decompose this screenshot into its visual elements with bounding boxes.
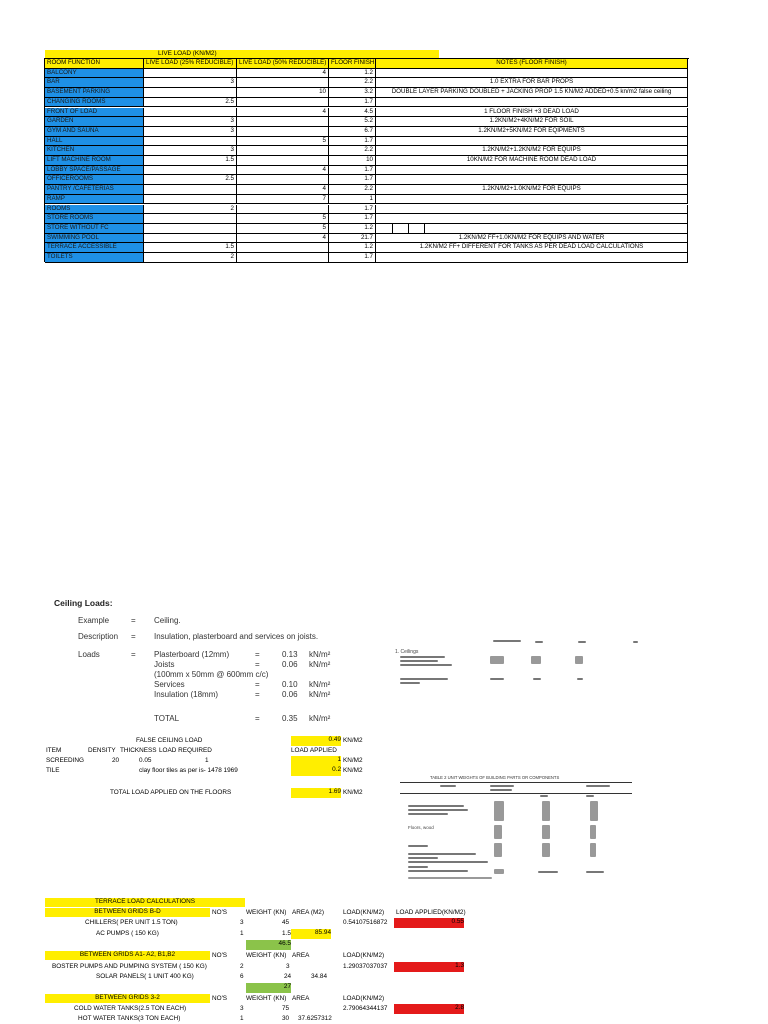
scan-snippet-ceilings [395,638,675,690]
insulation-unit: kN/m² [309,690,331,699]
table-cell: 3 [144,117,237,127]
table-cell [144,224,237,234]
grid-a1a2-area-value: 34.84 [311,973,327,980]
room-function-cell: RAMP [45,195,144,205]
total-label: TOTAL [154,714,180,723]
grid-bd-label: BETWEEN GRIDS B-D [45,908,210,917]
grid-32-weight-header: WEIGHT (KN) [246,995,287,1002]
terrace-title: TERRACE LOAD CALCULATIONS [45,898,245,907]
room-function-cell: STORE WITHOUT FC [45,224,144,234]
solar-panels-label: SOLAR PANELS( 1 UNIT 400 KG) [96,973,194,980]
total-floor-unit: KN/M2 [343,789,363,796]
joists-value: 0.06 [282,660,298,669]
table-cell [376,98,688,108]
table-cell: 1.7 [329,166,376,176]
table-cell: 2.5 [144,175,237,185]
table-cell: 1.0 EXTRA FOR BAR PROPS [376,78,688,88]
joists-unit: kN/m² [309,660,331,669]
room-function-cell: BASEMENT PARKING [45,88,144,98]
grid-32-label: BETWEEN GRIDS 3-2 [45,994,210,1003]
table-cell: 1.2KN/M2+5KN/M2 FOR EQIPMENTS [376,127,688,137]
ceiling-loads-scan [54,598,354,728]
grid-a1a2-load-header: LOAD(KN/M2) [343,952,385,959]
scan-snippet-unit-weights [400,775,690,885]
booster-pumps-load: 1.29037037037 [343,963,388,970]
grid-bd-sum: 46.5 [246,940,291,950]
tile-note: clay floor tiles as per is- 1478 1969 [139,767,238,774]
table-cell [144,69,237,79]
description-label: Description [78,632,119,641]
services-label: Services [154,680,185,689]
table-cell: 1.2KN/M2 FF+ DIFFERENT FOR TANKS AS PER DEAD LOAD CALCULATIONS [376,243,688,253]
example-label: Example [78,616,110,625]
grid-32-area-header: AREA [292,995,310,1002]
false-ceiling-label: FALSE CEILING LOAD [136,737,203,744]
description-value: Insulation, plasterboard and services on joists. [154,632,319,641]
table-cell: 4 [237,234,329,244]
loads-eq: = [131,650,136,659]
table-cell: 4 [237,108,329,118]
thickness-header: THICKNESS [120,747,157,754]
room-function-cell: TERRACE ACCESSIBLE [45,243,144,253]
table-cell: 5 [237,137,329,147]
total-value: 0.35 [282,714,298,723]
table-cell [237,175,329,185]
column-header: FLOOR FINISH [329,59,376,69]
table-cell: 10 [237,88,329,98]
loads-label: Loads [78,650,100,659]
table-cell [237,205,329,215]
plasterboard-value: 0.13 [282,650,298,659]
screeding-density: 20 [112,757,120,764]
room-function-cell: CHANGING ROOMS [45,98,144,108]
room-function-cell: OFFICEROOMS [45,175,144,185]
booster-pumps-applied: 1.3 [394,962,464,972]
chillers-load: 0.54107516872 [343,919,388,926]
joists-spec: (100mm x 50mm @ 600mm c/c) [154,670,269,679]
services-eq: = [255,680,260,689]
room-function-cell: TOILETS [45,253,144,263]
table-cell: 2.2 [329,185,376,195]
note-grid-divider [408,224,425,234]
table-cell [237,146,329,156]
table-cell [376,253,688,263]
table-cell: 4.5 [329,108,376,118]
load-applied-header: LOAD APPLIED [291,747,337,754]
booster-pumps-label: BOSTER PUMPS AND PUMPING SYSTEM ( 150 KG) [52,963,207,970]
table-cell: 1.2KN/M2+4KN/M2 FOR SOIL [376,117,688,127]
table-cell: 4 [237,185,329,195]
booster-pumps-nos: 2 [240,963,244,970]
hot-water-label: HOT WATER TANKS(3 TON EACH) [78,1015,181,1022]
screeding-thickness: 0.05 [139,757,152,764]
table-cell [237,98,329,108]
chillers-nos: 3 [240,919,244,926]
room-function-cell: GYM AND SAUNA [45,127,144,137]
table-cell: 1.2 [329,243,376,253]
load-required-header: LOAD REQUIRED [159,747,212,754]
total-floor-value: 1.69 [291,788,341,798]
booster-pumps-weight: 3 [286,963,290,970]
room-function-cell: STORE ROOMS [45,214,144,224]
false-ceiling-value: 0.49 [291,736,341,746]
room-function-cell: GARDEN [45,117,144,127]
table-cell [376,214,688,224]
ceiling-title: Ceiling Loads: [54,598,113,608]
room-function-cell: SWIMMING POOL [45,234,144,244]
table-cell: 1.7 [329,253,376,263]
table-cell: 1.2KN/M2+1.2KN/M2 FOR EQUIPS [376,146,688,156]
hot-water-weight: 30 [282,1015,290,1022]
false-ceiling-unit: KN/M2 [343,737,363,744]
hot-water-nos: 1 [240,1015,244,1022]
density-header: DENSITY [88,747,116,754]
table-cell [237,243,329,253]
tile-unit: KN/M2 [343,767,363,774]
table-cell: 1.7 [329,214,376,224]
column-header: LIVE LOAD (25% REDUCIBLE) [144,59,237,69]
services-unit: kN/m² [309,680,331,689]
solar-panels-weight: 24 [284,973,292,980]
note-grid-divider [392,224,409,234]
room-function-cell: LIFT MACHINE ROOM [45,156,144,166]
table-cell: 6.7 [329,127,376,137]
joists-label: Joists [154,660,175,669]
column-header: LIVE LOAD (50% REDUCIBLE) [237,59,329,69]
room-function-cell: BALCONY [45,69,144,79]
table-cell [144,88,237,98]
joists-eq: = [255,660,260,669]
grid-32-nos-header: NO'S [212,995,228,1002]
description-eq: = [131,632,136,641]
note-grid-divider [376,224,393,234]
ac-pumps-label: AC PUMPS ( 150 KG) [96,930,159,937]
scan-table-title: TABLE 2 UNIT WEIGHTS OF BUILDING PARTS OR COMPONENTS [430,775,560,780]
table-cell [376,69,688,79]
grid-bd-nos-header: NO'S [212,909,228,916]
grid-a1a2-nos-header: NO'S [212,952,228,959]
insulation-value: 0.06 [282,690,298,699]
room-function-cell: KITCHEN [45,146,144,156]
ac-pumps-nos: 1 [240,930,244,937]
cold-water-load: 2.79064344137 [343,1005,388,1012]
ac-pumps-weight: 1.5 [282,930,291,937]
table-cell: 1 FLOOR FINISH +3 DEAD LOAD [376,108,688,118]
live-load-table [44,58,689,262]
grid-bd-applied-header: LOAD APPLIED(KN/M2) [396,909,466,916]
table-cell [376,195,688,205]
table-cell: 2.2 [329,78,376,88]
plasterboard-eq: = [255,650,260,659]
total-floor-label: TOTAL LOAD APPLIED ON THE FLOORS [110,789,232,796]
table-cell: 10KN/M2 FOR MACHINE ROOM DEAD LOAD [376,156,688,166]
cold-water-nos: 3 [240,1005,244,1012]
example-value: Ceiling. [154,616,181,625]
table-cell: 3 [144,78,237,88]
cold-water-label: COLD WATER TANKS(2.5 TON EACH) [74,1005,187,1012]
table-cell [144,137,237,147]
table-cell: 1.7 [329,205,376,215]
chillers-applied: 0.55 [394,918,464,928]
screeding-label: SCREEDING [46,757,84,764]
table-cell: 4 [237,69,329,79]
room-function-cell: PANTRY /CAFETERIAS [45,185,144,195]
table-cell: 2 [144,205,237,215]
column-header: NOTES (FLOOR FINISH) [376,59,688,69]
grid-a1a2-sum: 27 [246,983,291,993]
room-function-cell: ROOMS [45,205,144,215]
table-cell [237,117,329,127]
table-cell: 2.5 [144,98,237,108]
table-cell [144,166,237,176]
table-cell [237,127,329,137]
total-eq: = [255,714,260,723]
table-cell [144,195,237,205]
screeding-load: 1 [205,757,209,764]
item-header: ITEM [46,747,62,754]
table-cell: 5 [237,214,329,224]
table-cell [144,185,237,195]
table-cell [237,253,329,263]
grid-32-area-value: 37.6257312 [298,1015,332,1022]
table-cell [237,156,329,166]
solar-panels-nos: 6 [240,973,244,980]
room-function-cell: LOBBY SPACE/PASSAGE [45,166,144,176]
table-cell: 1.2 [329,69,376,79]
table-cell: 1.2KN/M2 FF+1.0KN/M2 FOR EQUIPS AND WATER [376,234,688,244]
insulation-eq: = [255,690,260,699]
table-cell: 2 [144,253,237,263]
table-cell: 1 [329,195,376,205]
grid-a1a2-weight-header: WEIGHT (KN) [246,952,287,959]
table-cell [144,234,237,244]
table-cell: 21.7 [329,234,376,244]
table-cell [376,166,688,176]
table-cell: 3 [144,146,237,156]
table-cell: 2.2 [329,146,376,156]
live-load-header: LIVE LOAD (KN/M2) [158,50,217,57]
total-unit: kN/m² [309,714,331,723]
insulation-label: Insulation (18mm) [154,690,219,699]
table-cell: 1.5 [144,156,237,166]
table-cell: 7 [237,195,329,205]
cold-water-weight: 75 [282,1005,290,1012]
screeding-unit: KN/M2 [343,757,363,764]
chillers-label: CHILLERS( PER UNIT 1.5 TON) [85,919,178,926]
table-cell [376,205,688,215]
table-cell [144,214,237,224]
table-cell: 1.7 [329,175,376,185]
grid-bd-load-header: LOAD(KN/M2) [343,909,385,916]
grid-a1a2-label: BETWEEN GRIDS A1- A2, B1,B2 [45,951,210,960]
room-function-cell: BAR [45,78,144,88]
screeding-applied: 1 [291,756,341,766]
table-cell: 3.2 [329,88,376,98]
table-cell: 1.2 [329,224,376,234]
table-cell: 1.5 [144,243,237,253]
tile-label: TILE [46,767,60,774]
table-cell [376,137,688,147]
room-function-cell: HALL [45,137,144,147]
table-cell: 4 [237,166,329,176]
room-function-cell: FRONT OF LOAD [45,108,144,118]
table-cell: 5.2 [329,117,376,127]
grid-a1a2-area-header: AREA [292,952,310,959]
grid-bd-weight-header: WEIGHT (KN) [246,909,287,916]
table-cell: 10 [329,156,376,166]
table-cell [144,108,237,118]
grid-bd-area-value: 85.94 [291,929,331,939]
scan-ceilings-label: 1. Ceilings [395,649,419,655]
table-cell: 1.7 [329,137,376,147]
grid-32-load-header: LOAD(KN/M2) [343,995,385,1002]
example-eq: = [131,616,136,625]
plasterboard-label: Plasterboard (12mm) [154,650,230,659]
services-value: 0.10 [282,680,298,689]
cold-water-applied: 2.8 [394,1004,464,1014]
tile-applied: 0.2 [291,766,341,776]
scan-floors-label: Floors, wood [408,825,434,830]
table-cell [376,175,688,185]
table-cell: DOUBLE LAYER PARKING DOUBLED + JACKING PROP 1.5 KN/M2 ADDED+0.5 kn/m2 false ceiling [376,88,688,98]
table-cell: 5 [237,224,329,234]
grid-bd-area-header: AREA (M2) [292,909,324,916]
table-cell [237,78,329,88]
table-cell: 1.7 [329,98,376,108]
table-cell: 1.2KN/M2+1.0KN/M2 FOR EQUIPS [376,185,688,195]
plasterboard-unit: kN/m² [309,650,331,659]
table-cell: 3 [144,127,237,137]
column-header: ROOM FUNCTION [45,59,144,69]
chillers-weight: 45 [282,919,290,926]
